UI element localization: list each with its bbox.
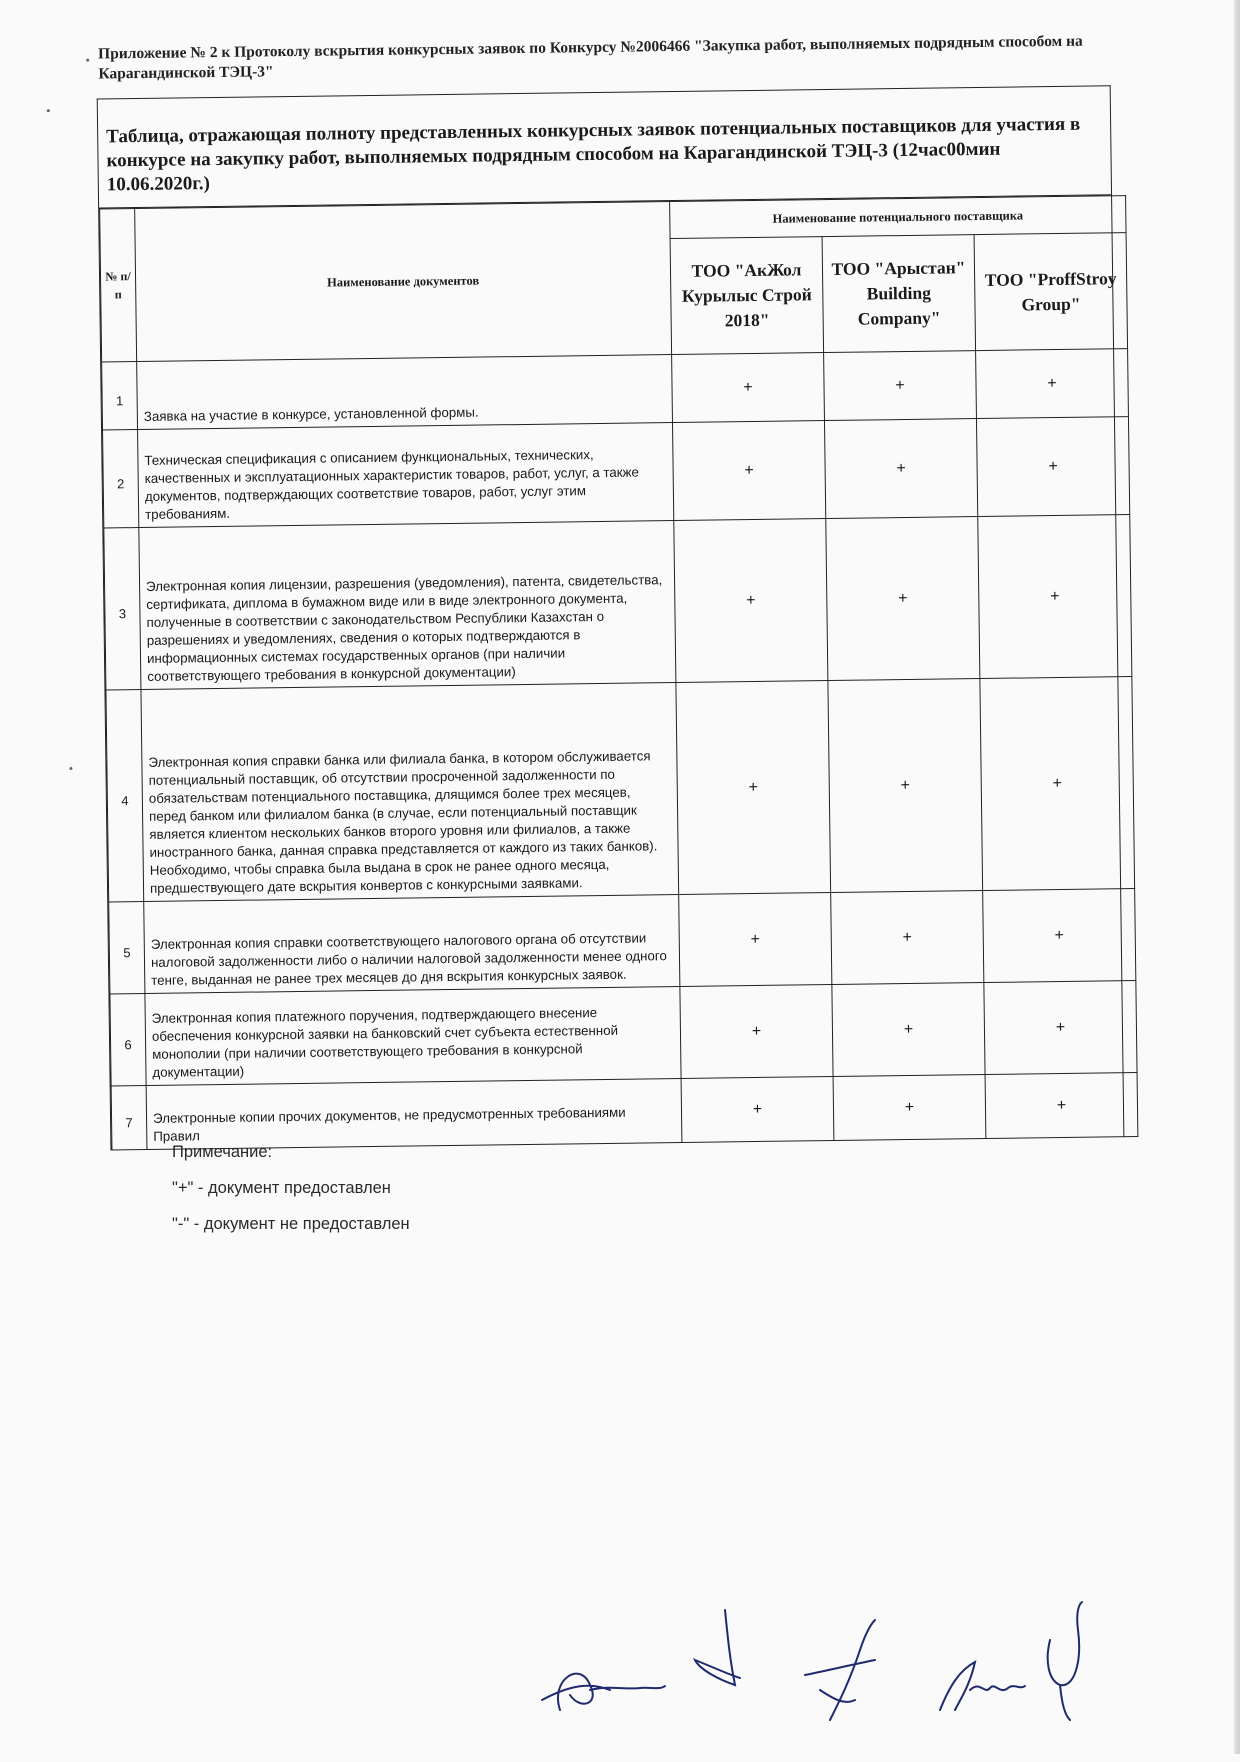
signature-2 (695, 1610, 740, 1685)
row-number: 5 (109, 902, 145, 994)
row-number: 1 (102, 362, 138, 430)
table-row (109, 889, 1136, 994)
scan-speck (86, 59, 89, 62)
signature-4 (940, 1662, 1025, 1710)
row-number: 3 (104, 528, 141, 690)
column-header-supplier-3: ТОО "ProffStroy Group" (974, 233, 1128, 351)
supplier-3-mark: + (985, 1073, 1138, 1139)
notes-block (172, 1134, 410, 1242)
document-name: Электронная копия справки соответствующего налогового органа об отсутствии налоговой задолженности либо о наличии налоговой задолженности менее одного тенге, выданная не ранее трех месяцев до дня вскрытия конкурсных заявок. (144, 895, 680, 994)
signature-5 (1048, 1602, 1082, 1720)
supplier-3-mark: + (976, 417, 1129, 517)
column-header-supplier-1: ТОО "АкЖол Курылыс Строй 2018" (670, 237, 824, 355)
column-header-supplier-2: ТОО "Арыстан" Building Company" (822, 235, 976, 353)
document-name: Техническая спецификация с описанием функциональных, технических, качественных и эксплуатационных характеристик товаров, работ, услуг, а также документов, подтверждающих соответствие товаров, работ, услуг этим требованиям. (138, 423, 674, 528)
document-name: Электронная копия лицензии, разрешения (уведомления), патента, свидетельства, сертификата, диплома в бумажном виде или в виде электронного документа, полученные в соответствии с законодательством Республики Казахстан о разрешениях и уведомлениях, сведения о которых подтверждаются в информационных системах государственных органов (при наличии соответствующего требования в конкурсной документации) (139, 521, 676, 690)
table-row (104, 515, 1132, 690)
row-number: 7 (111, 1085, 147, 1149)
column-header-documents: Наименование документов (135, 202, 672, 362)
signatures (530, 1590, 1130, 1730)
table-row (110, 981, 1137, 1086)
supplier-2-mark: + (828, 679, 983, 893)
completeness-table (99, 195, 1138, 1150)
table-title: Таблица, отражающая полноту представленных конкурсных заявок потенциальных поставщиков для участия в конкурсе на закупку работ, выполняемых подрядным способом на Карагандинской ТЭЦ-3 (12час00мин 10.06.2020г.) (98, 86, 1111, 208)
supplier-1-mark: + (672, 353, 825, 423)
supplier-1-mark: + (679, 893, 832, 987)
signature-1 (542, 1674, 665, 1710)
supplier-3-mark: + (984, 981, 1137, 1075)
supplier-2-mark: + (833, 1075, 986, 1141)
notes-heading: Примечание: (172, 1143, 273, 1161)
document-name: Электронная копия платежного поручения, подтверждающего внесение обеспечения конкурсной заявки на банковский счет субъекта естественной монополии (при наличии соответствующего требования в конкурсной документации) (145, 986, 681, 1085)
supplier-1-mark: + (680, 985, 833, 1079)
supplier-3-mark: + (983, 889, 1136, 983)
supplier-2-mark: + (832, 983, 985, 1077)
note-plus-legend: "+" - документ предоставлен (172, 1179, 391, 1197)
table-row (103, 417, 1130, 528)
row-number: 4 (106, 690, 144, 902)
column-header-supplier-group: Наименование потенциального поставщика (670, 196, 1126, 239)
supplier-1-mark: + (676, 681, 831, 895)
supplier-1-mark: + (672, 421, 825, 521)
document-name: Электронные копии прочих документов, не предусмотренных требованиями Правил (146, 1078, 682, 1149)
supplier-2-mark: + (824, 419, 977, 519)
signature-3 (805, 1620, 875, 1720)
supplier-1-mark: + (674, 519, 828, 683)
supplier-1-mark: + (681, 1076, 834, 1142)
document-name: Заявка на участие в конкурсе, установленной формы. (137, 355, 673, 430)
row-number: 6 (110, 993, 146, 1085)
row-number: 2 (103, 430, 139, 528)
column-header-number: № п/п (100, 209, 137, 362)
scan-speck (69, 767, 72, 770)
supplier-2-mark: + (831, 891, 984, 985)
supplier-2-mark: + (824, 351, 977, 421)
supplier-3-mark: + (980, 677, 1135, 891)
appendix-title: Приложение № 2 к Протоколу вскрытия конкурсных заявок по Конкурсу №2006466 "Закупка работ, выполняемых подрядным способом на Карагандинской ТЭЦ-3" (98, 32, 1083, 83)
supplier-2-mark: + (826, 517, 980, 681)
supplier-3-mark: + (976, 349, 1129, 419)
table-row (106, 677, 1135, 902)
supplier-3-mark: + (978, 515, 1132, 679)
note-minus-legend: "-" - документ не предоставлен (172, 1215, 410, 1233)
completeness-table-frame (97, 85, 1125, 1150)
document-name: Электронная копия справки банка или филиала банка, в котором обслуживается потенциальный поставщик, об отсутствии просроченной задолженности по обязательствам потенциального поставщика, длящимся более трех месяцев, перед банком или филиалом банка (в случае, если потенциальный поставщик является клиентом нескольких банков второго уровня или филиалов, а также иностранного банка, данная справка представляется от каждого из таких банков). Необходимо, чтобы справка была выдана в срок не ранее одного месяца, предшествующего дате вскрытия конвертов с конкурсными заявками. (141, 683, 679, 902)
scan-speck (47, 109, 50, 112)
